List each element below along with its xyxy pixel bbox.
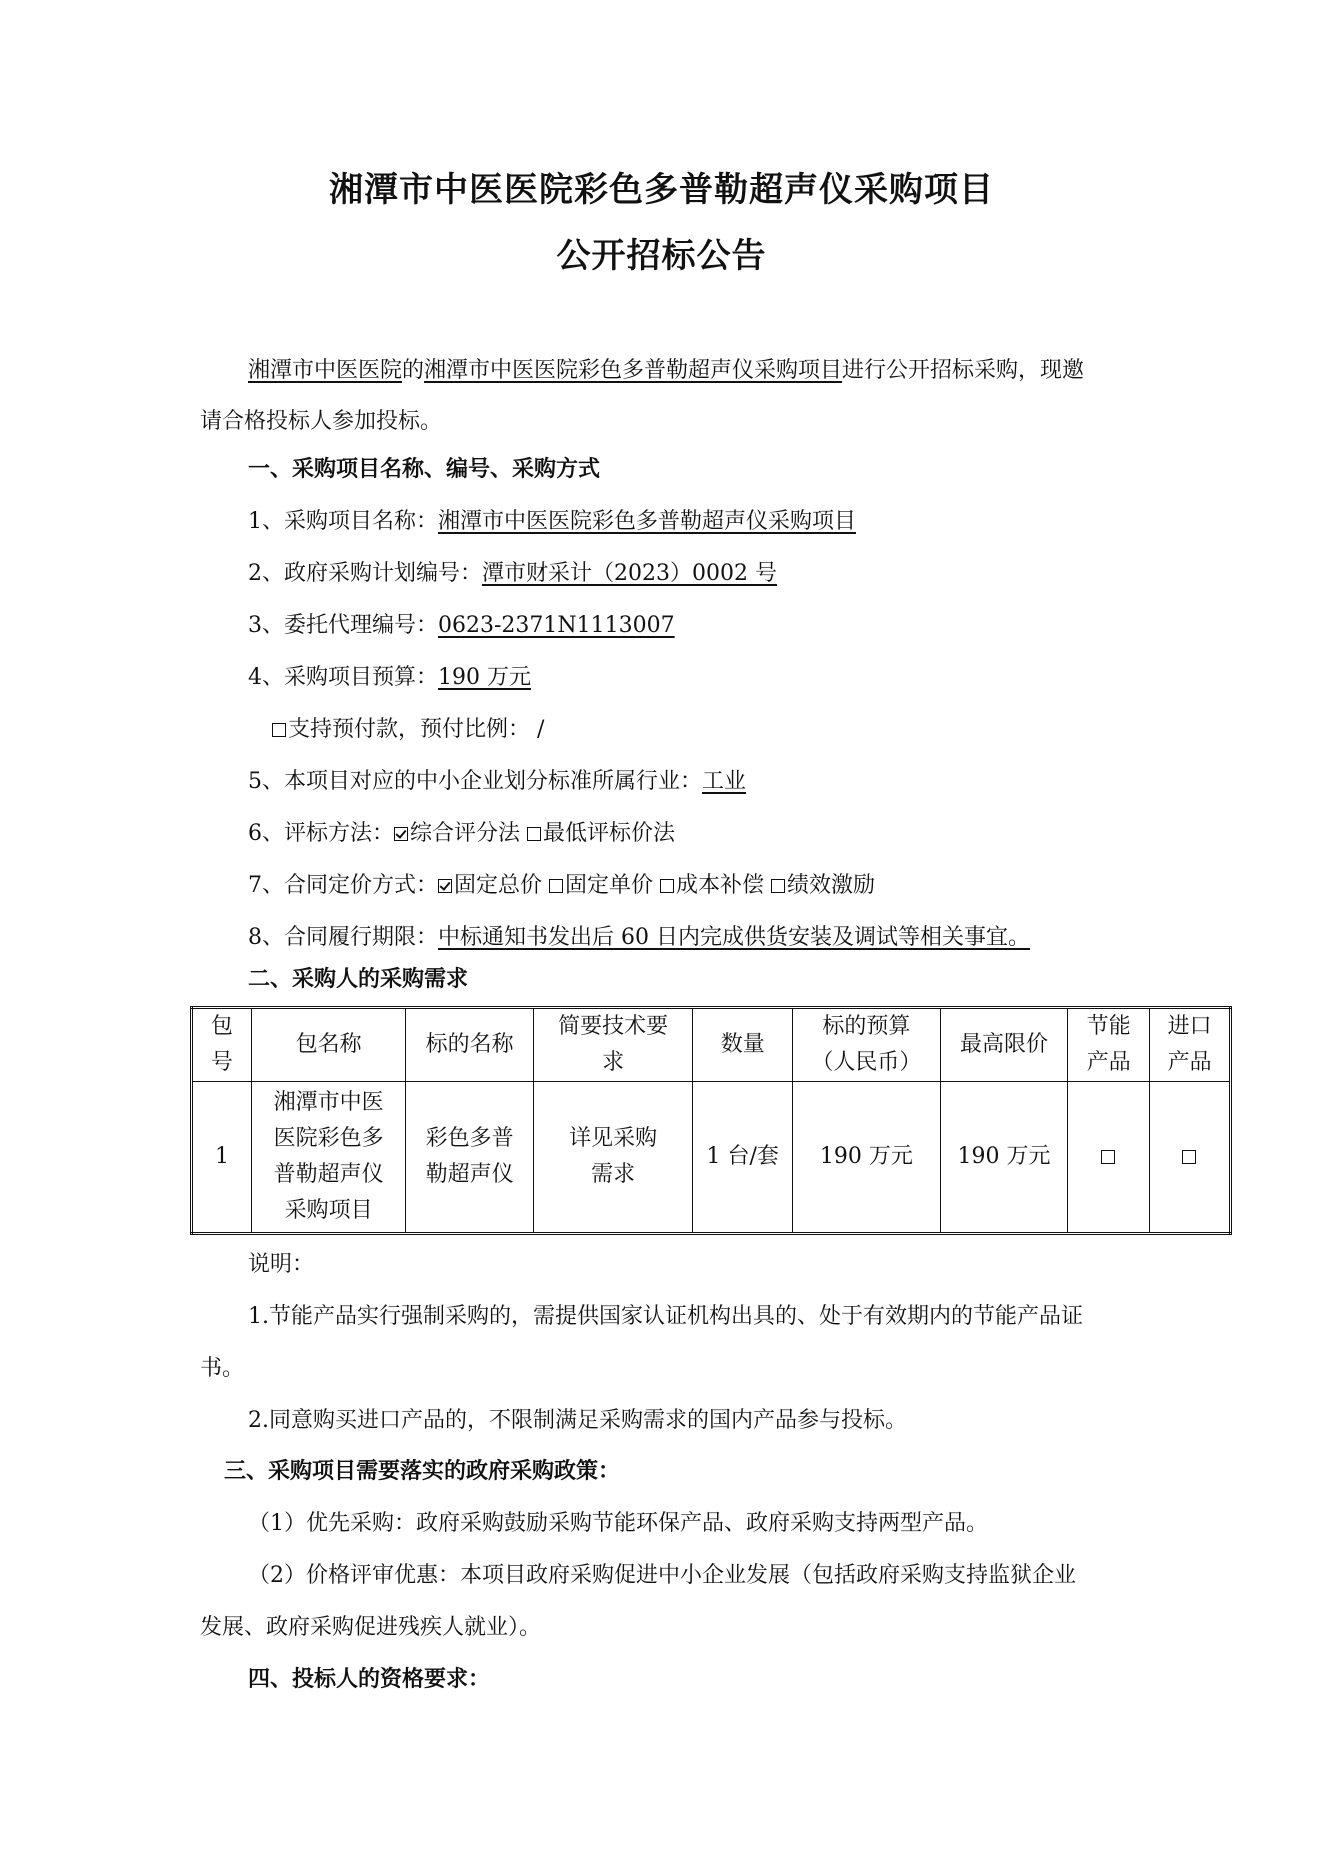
prepay-line: 支持预付款，预付比例： / — [272, 715, 544, 745]
policy-2-cont: 发展、政府采购促进残疾人就业）。 — [200, 1615, 542, 1640]
contract-period-value: 中标通知书发出后 60 日内完成供货安装及调试等相关事宜。 — [438, 925, 1030, 950]
budget-value: 190 万元 — [438, 665, 531, 690]
max-price-cell: 190 万元 — [940, 1082, 1068, 1234]
item-name-cell: 彩色多普 勒超声仪 — [406, 1082, 534, 1234]
project-name-value: 湘潭市中医医院彩色多普勒超声仪采购项目 — [438, 509, 857, 534]
tech-req-cell: 详见采购 需求 — [533, 1082, 692, 1234]
item1: 1、采购项目名称：湘潭市中医医院彩色多普勒超声仪采购项目 — [248, 509, 857, 534]
package-name-cell: 湘潭市中医 医院彩色多 普勒超声仪 采购项目 — [251, 1082, 405, 1234]
section1-heading: 一、采购项目名称、编号、采购方式 — [248, 457, 601, 482]
section4-heading: 四、投标人的资格要求： — [248, 1667, 491, 1692]
item4: 4、采购项目预算：190 万元 — [248, 665, 531, 690]
item3: 3、委托代理编号：0623-2371N1113007 — [248, 613, 675, 638]
table-row — [192, 1082, 1231, 1234]
checkbox — [549, 879, 563, 893]
header-cell: 节能 产品 — [1068, 1008, 1150, 1082]
header-cell: 进口 产品 — [1150, 1008, 1231, 1082]
requirements-table — [190, 1006, 1232, 1235]
table-header-row — [192, 1008, 1231, 1082]
energy-saving-checkbox — [1101, 1150, 1115, 1164]
header-cell: 包 号 — [192, 1008, 252, 1082]
note-2: 2.同意购买进口产品的，不限制满足采购需求的国内产品参与投标。 — [248, 1408, 907, 1433]
package-no-cell: 1 — [192, 1082, 252, 1234]
note-title: 说明： — [248, 1252, 315, 1277]
budget-cell: 190 万元 — [793, 1082, 941, 1234]
item5: 5、本项目对应的中小企业划分标准所属行业：工业 — [248, 769, 747, 794]
section3-heading: 三、采购项目需要落实的政府采购政策： — [224, 1459, 621, 1484]
quantity-cell: 1 台/套 — [693, 1082, 793, 1234]
policy-2: （2）价格评审优惠：本项目政府采购促进中小企业发展（包括政府采购支持监狱企业 — [248, 1563, 1076, 1588]
header-cell: 标的预算 （人民币） — [793, 1008, 941, 1082]
item2: 2、政府采购计划编号：潭市财采计（2023）0002 号 — [248, 561, 777, 586]
document-subtitle: 公开招标公告 — [556, 236, 767, 276]
import-checkbox — [1182, 1150, 1196, 1164]
agency-number-value: 0623-2371N1113007 — [438, 613, 675, 638]
checkbox — [771, 879, 785, 893]
intro-paragraph: 湘潭市中医医院的湘潭市中医医院彩色多普勒超声仪采购项目进行公开招标采购，现邀 — [248, 358, 1085, 383]
header-cell: 数量 — [693, 1008, 793, 1082]
policy-1: （1）优先采购：政府采购鼓励采购节能环保产品、政府采购支持两型产品。 — [248, 1511, 988, 1536]
prepay-checkbox — [272, 723, 286, 737]
intro-paragraph-cont: 请合格投标人参加投标。 — [200, 409, 443, 434]
note-1-cont: 书。 — [200, 1356, 245, 1381]
item7: 7、合同定价方式： 固定总价 固定单价 成本补偿 绩效激励 — [248, 873, 876, 898]
item6: 6、评标方法： 综合评分法 最低评标价法 — [248, 821, 676, 846]
checkbox — [527, 827, 541, 841]
checked-checkbox — [438, 879, 452, 893]
purchaser-name: 湘潭市中医医院 — [248, 358, 403, 383]
header-cell: 标的名称 — [406, 1008, 534, 1082]
item8: 8、合同履行期限：中标通知书发出后 60 日内完成供货安装及调试等相关事宜。 — [248, 925, 1030, 950]
document-title: 湘潭市中医医院彩色多普勒超声仪采购项目 — [329, 170, 994, 210]
header-cell: 最高限价 — [940, 1008, 1068, 1082]
checked-checkbox — [394, 827, 408, 841]
energy-saving-cell — [1068, 1082, 1150, 1234]
header-cell: 简要技术要 求 — [533, 1008, 692, 1082]
industry-value: 工业 — [702, 769, 747, 794]
checkbox — [660, 879, 674, 893]
header-cell: 包名称 — [251, 1008, 405, 1082]
plan-number-value: 潭市财采计（2023）0002 号 — [482, 561, 777, 586]
note-1: 1.节能产品实行强制采购的，需提供国家认证机构出具的、处于有效期内的节能产品证 — [248, 1304, 1083, 1329]
section2-heading: 二、采购人的采购需求 — [248, 967, 469, 992]
import-cell — [1150, 1082, 1231, 1234]
intro-project-name: 湘潭市中医医院彩色多普勒超声仪采购项目 — [424, 358, 843, 383]
